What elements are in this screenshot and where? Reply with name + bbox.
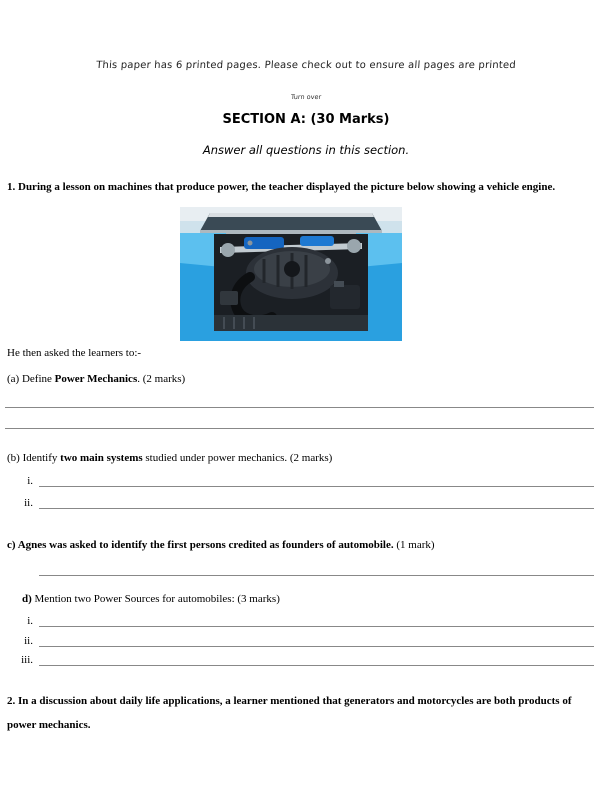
section-a-title: SECTION A: (30 Marks) — [222, 112, 390, 127]
answer-line — [39, 651, 594, 666]
question-1-stem: 1. During a lesson on machines that produce power, the teacher displayed the picture below showing a vehicle engine. — [7, 181, 556, 193]
question-1a — [7, 373, 185, 385]
section-instruction: Answer all questions in this section. — [202, 143, 410, 157]
q1d-item-row — [7, 632, 594, 647]
vehicle-engine-image — [180, 207, 402, 341]
q1b-item-row — [7, 472, 594, 487]
answer-line — [39, 472, 594, 487]
q1a-bold-term: Power Mechanics — [54, 373, 138, 385]
q1c-marks: (1 mark) — [393, 539, 435, 551]
printed-pages-notice: This paper has 6 printed pages. Please check out to ensure all pages are printed — [95, 60, 517, 71]
q1c-answer-row — [7, 561, 594, 576]
question-1c — [7, 539, 435, 551]
list-numeral: ii. — [24, 497, 33, 509]
answer-line — [39, 494, 594, 509]
q1d-text: Mention two Power Sources for automobiles: (3 marks) — [31, 593, 280, 605]
q1b-marks: studied under power mechanics. (2 marks) — [142, 452, 333, 464]
q1b-item-row — [7, 494, 594, 509]
question-1b — [7, 452, 332, 464]
turn-over-label: Turn over — [290, 93, 322, 101]
question-1d — [7, 593, 280, 605]
q1d-item-row — [7, 612, 594, 627]
list-numeral: ii. — [24, 635, 33, 647]
q1c-bold-text: c) Agnes was asked to identify the first persons credited as founders of automobile. — [7, 539, 394, 551]
question-1-followup: He then asked the learners to:- — [7, 347, 142, 359]
answer-line — [39, 561, 594, 576]
list-numeral: i. — [27, 475, 33, 487]
answer-line — [5, 407, 594, 408]
engine-photo-illustration — [180, 207, 402, 341]
q1d-item-row — [7, 651, 594, 666]
q1b-prefix: (b) Identify — [7, 452, 61, 464]
answer-line — [39, 632, 594, 647]
q1d-bold-label: d) — [22, 593, 32, 605]
q1a-prefix: (a) Define — [7, 373, 55, 385]
q1a-marks: . (2 marks) — [137, 373, 186, 385]
list-numeral: iii. — [21, 654, 33, 666]
answer-line — [39, 612, 594, 627]
answer-line — [5, 428, 594, 429]
question-2-stem: 2. In a discussion about daily life applications, a learner mentioned that generators and motorcycles are both products of power mechanics. — [7, 695, 572, 731]
list-numeral: i. — [27, 615, 33, 627]
q1b-bold-term: two main systems — [60, 452, 143, 464]
